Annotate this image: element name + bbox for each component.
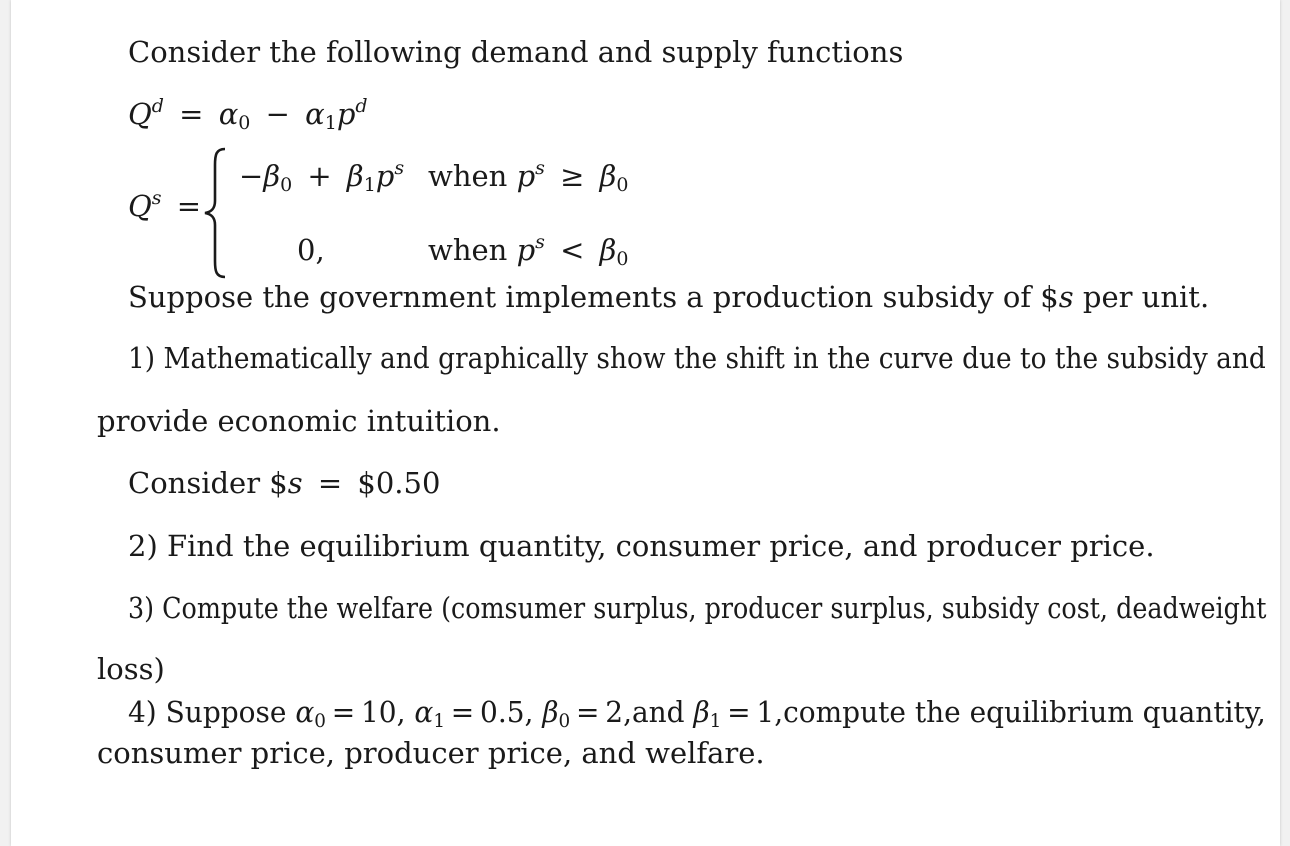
- intro-text: Consider the following demand and supply functions: [128, 35, 904, 69]
- supply-case2-condition: when $p^s < \beta_0$: [428, 231, 629, 270]
- question-4-line-1: 4) Suppose $\alpha_0 = 10$, $\alpha_1 = 0.5$, $\beta_0 = 2,and$ $\beta_1$ = 1,compute the equilibrium quantity,: [128, 695, 1266, 732]
- subsidy-statement: Suppose the government implements a production subsidy of $s per unit.: [128, 280, 1210, 314]
- question-2: 2) Find the equilibrium quantity, consumer price, and producer price.: [128, 529, 1155, 563]
- subsidy-value: Consider $s = $0.50: [128, 466, 441, 500]
- question-3-line-1: 3) Compute the welfare (comsumer surplus, producer surplus, subsidy cost, deadweight: [128, 591, 1267, 625]
- question-3-line-2: loss): [97, 652, 165, 686]
- left-brace: [203, 147, 237, 279]
- supply-lhs: $Q^s$ =: [128, 187, 202, 223]
- question-1-line-1: 1) Mathematically and graphically show the shift in the curve due to the subsidy and: [128, 341, 1266, 375]
- supply-case1-condition: when $p^s \ge \beta_0$: [428, 157, 629, 196]
- supply-case2-expr: 0,: [297, 233, 325, 267]
- question-4-line-2: consumer price, producer price, and welfare.: [97, 736, 765, 770]
- demand-equation: $Q^d = \alpha_0 - \alpha_1p^d$: [128, 95, 368, 134]
- supply-case1-expr: $-\beta_0 + \beta_1p^s$: [239, 157, 405, 196]
- document-page: [11, 0, 1280, 846]
- question-1-line-2: provide economic intuition.: [97, 404, 501, 438]
